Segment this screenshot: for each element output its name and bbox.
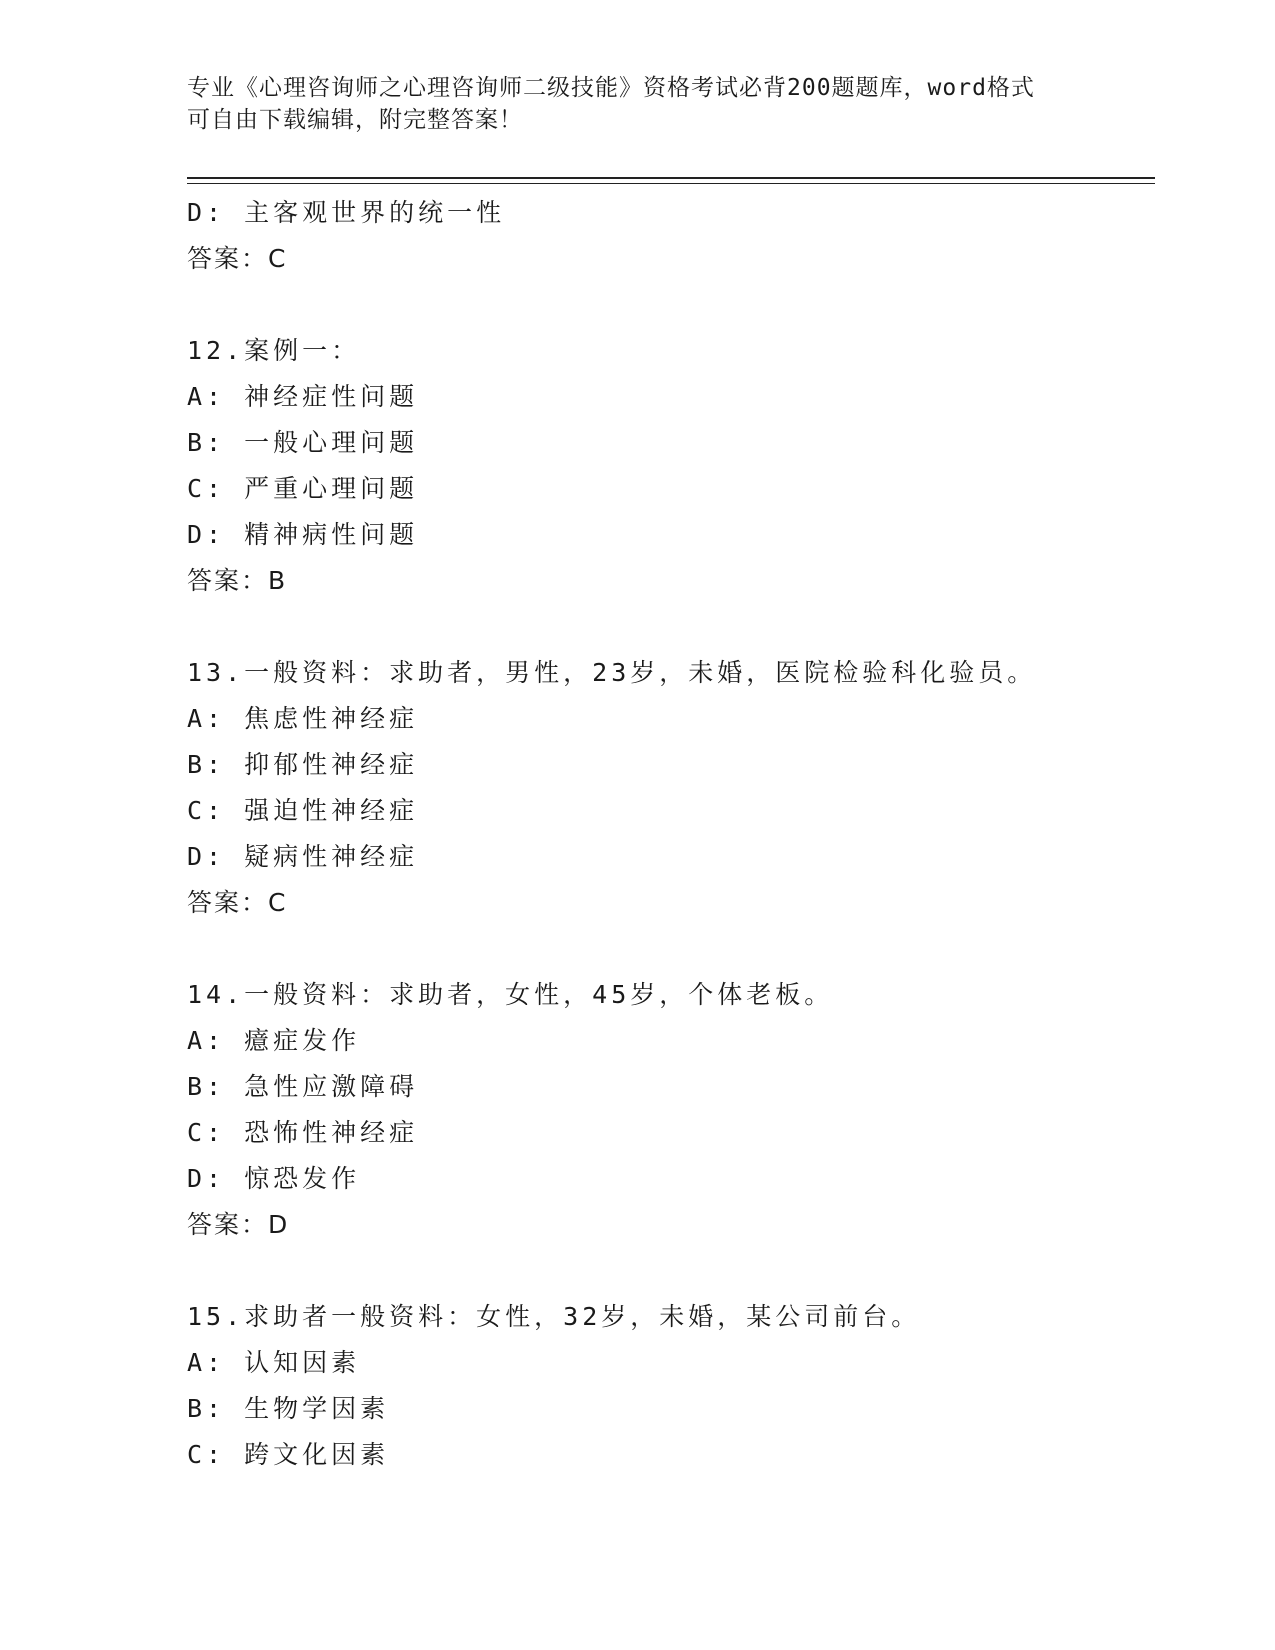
question-stem: 12.案例一： (187, 336, 361, 365)
option-line: B: 生物学因素 (187, 1394, 390, 1423)
spacer (187, 282, 1147, 328)
page-header (187, 72, 1087, 136)
option-line: B: 急性应激障碍 (187, 1072, 419, 1101)
header-line-1: 专业《心理咨询师之心理咨询师二级技能》资格考试必背200题题库，word格式 (187, 75, 1035, 101)
question-list (187, 190, 1147, 1478)
option-line: A: 焦虑性神经症 (187, 704, 419, 733)
option-line: C: 严重心理问题 (187, 474, 419, 503)
question-stem: 14.一般资料：求助者，女性，45岁，个体老板。 (187, 980, 834, 1009)
option-line: D: 惊恐发作 (187, 1164, 361, 1193)
option-line: C: 强迫性神经症 (187, 796, 419, 825)
answer-line: 答案：D (187, 1210, 290, 1239)
spacer (187, 604, 1147, 650)
option-line: D: 精神病性问题 (187, 520, 419, 549)
answer-line: 答案：C (187, 888, 288, 917)
option-line: C: 恐怖性神经症 (187, 1118, 419, 1147)
option-line: D: 疑病性神经症 (187, 842, 419, 871)
option-line: D: 主客观世界的统一性 (187, 198, 506, 227)
option-line: A: 认知因素 (187, 1348, 361, 1377)
answer-line: 答案：C (187, 244, 288, 273)
option-line: C: 跨文化因素 (187, 1440, 390, 1469)
spacer (187, 1248, 1147, 1294)
option-line: B: 一般心理问题 (187, 428, 419, 457)
header-divider-thin (187, 183, 1155, 184)
spacer (187, 926, 1147, 972)
question-stem: 13.一般资料：求助者，男性，23岁，未婚，医院检验科化验员。 (187, 658, 1037, 687)
question-stem: 15.求助者一般资料：女性，32岁，未婚，某公司前台。 (187, 1302, 921, 1331)
header-line-2: 可自由下载编辑，附完整答案！ (187, 107, 523, 133)
option-line: B: 抑郁性神经症 (187, 750, 419, 779)
answer-line: 答案：B (187, 566, 288, 595)
option-line: A: 癔症发作 (187, 1026, 361, 1055)
option-line: A: 神经症性问题 (187, 382, 419, 411)
header-divider-thick (187, 177, 1155, 179)
